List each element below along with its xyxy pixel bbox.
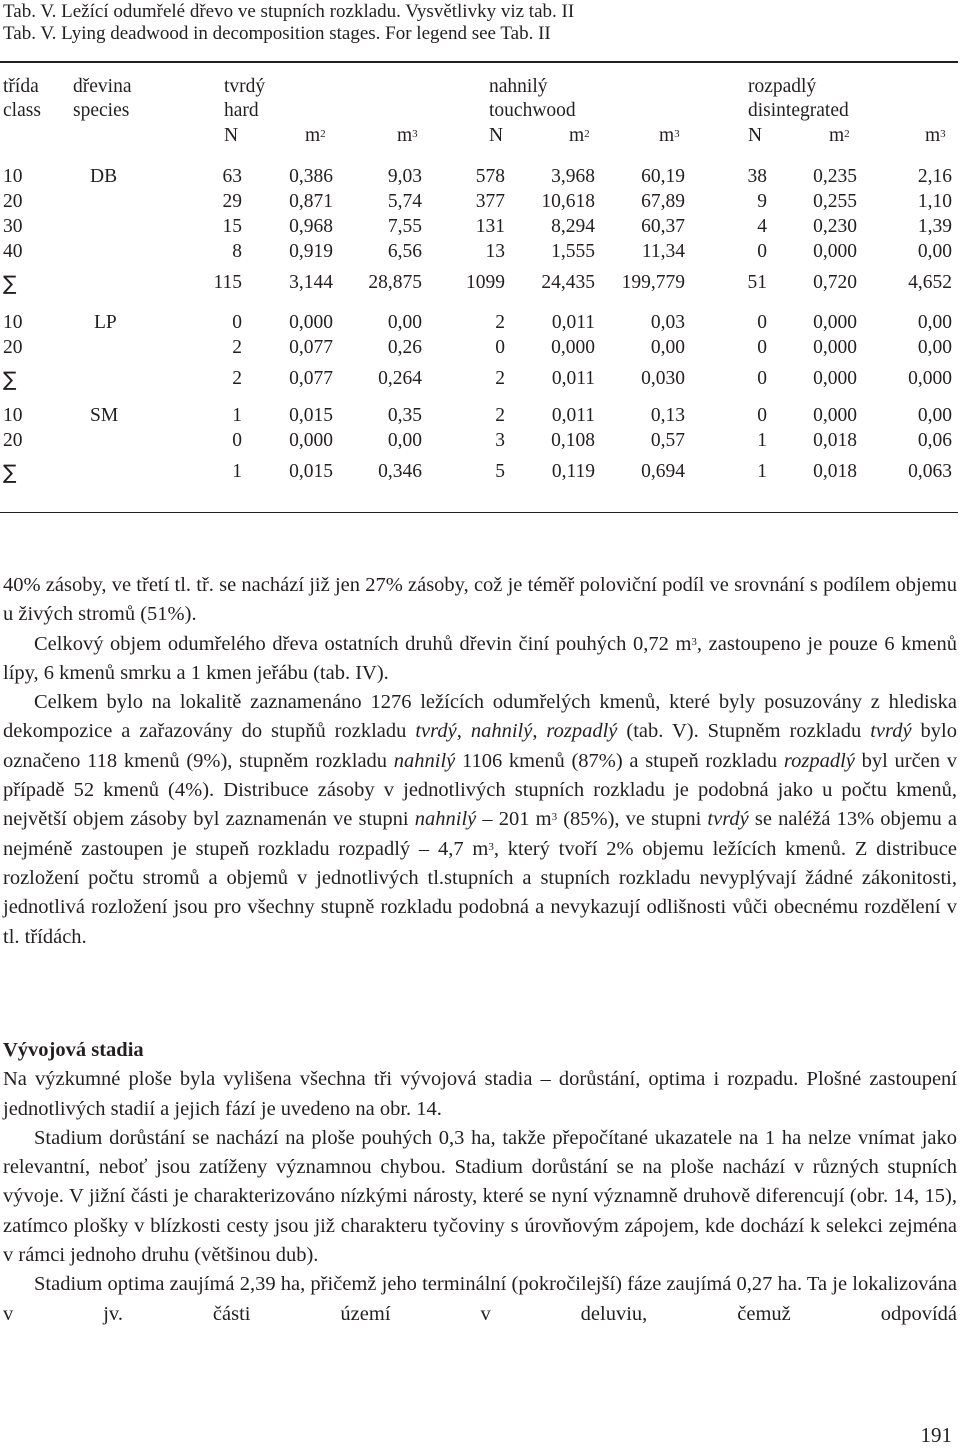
paragraph: Stadium optima zaujímá 2,39 ha, přičemž jeho terminální (pokročilejší) fáze zaujímá 0,27 ha. Ta je lokalizována v jv. části území v deluviu, čemuž odpovídá [3,1273,957,1325]
cell-value: 0,015 [289,405,333,426]
paragraph: Na výzkumné ploše byla vylišena všechna tři vývojová stadia – dorůstání, optima i rozpadu. Plošné zastoupení jednotlivých stadií a jejich fází je uvedeno na obr. 14. [3,1068,957,1120]
header-touchwood-cz: nahnilý [489,76,548,97]
header-n: N [748,125,763,146]
cell-value: 0,00 [917,337,952,358]
cell-value: 5,74 [387,191,422,212]
cell-value: 0,108 [551,430,595,451]
cell-value: 0,00 [917,405,952,426]
cell-class: 10 [3,312,23,333]
cell-value: 0,077 [289,368,333,389]
cell-value: 0 [757,312,767,333]
cell-value: 377 [475,191,505,212]
cell-value: 0 [495,337,505,358]
cell-value: 0,720 [813,272,857,293]
cell-value: 1,555 [551,241,595,262]
cell-value: 11,34 [641,241,685,262]
cell-species: LP [94,312,117,333]
cell-class: 20 [3,191,23,212]
cell-value: 7,55 [387,216,422,237]
cell-value: 0,000 [813,337,857,358]
cell-value: 0,871 [289,191,333,212]
cell-value: 24,435 [541,272,595,293]
cell-value: 578 [475,166,505,187]
cell-value: 0,030 [641,368,685,389]
section-heading: Vývojová stadia [3,1039,144,1061]
header-class-cz: třída [3,76,39,97]
cell-value: 0,968 [289,216,333,237]
cell-value: 51 [747,272,767,293]
cell-value: 1099 [466,272,505,293]
cell-species: SM [90,405,119,426]
header-species-cz: dřevina [73,76,132,97]
header-species-en: species [73,100,130,121]
cell-value: 115 [213,272,242,293]
cell-value: 2 [495,312,505,333]
cell-value: 3 [495,430,505,451]
cell-value: 0,063 [908,461,952,482]
cell-value: 0,235 [813,166,857,187]
cell-value: 0,230 [813,216,857,237]
cell-value: 13 [485,241,505,262]
cell-value: 0,000 [289,430,333,451]
table-top-rule [0,61,958,63]
cell-value: 0,35 [387,405,422,426]
cell-value: 1 [232,405,242,426]
cell-value: 29 [222,191,242,212]
cell-value: 10,618 [541,191,595,212]
cell-value: 28,875 [368,272,422,293]
cell-value: 0,26 [387,337,422,358]
header-n: N [224,125,239,146]
cell-value: 2 [232,337,242,358]
paragraph: Stadium dorůstání se nachází na ploše pouhých 0,3 ha, takže přepočítané ukazatele na 1 ha nelze vnímat jako relevantní, neboť jsou zatíženy významnou chybou. Stadium dorůstání se na ploše nachází v různých stupních vývoje. V jižní části je charakterizováno nízkými nárosty, které se nyní významně druhově diferencují (obr. 14, 15), zatímco plošky v blízkosti cesty jsou již charakteru tyčoviny s úrovňovým zápojem, kde dochází k selekci zejména v rámci jednoho druhu (většinou dub). [3,1126,957,1267]
header-m2: $m^2$ [305,125,326,146]
header-hard-cz: tvrdý [224,76,266,97]
cell-value: 0,000 [813,405,857,426]
header-m3: $m^3$ [925,125,946,146]
cell-value: 0 [757,337,767,358]
body-text-block [3,571,957,952]
cell-value: 0,015 [289,461,333,482]
cell-value: 0,386 [289,166,333,187]
cell-value: 1 [757,461,767,482]
cell-value: 0,000 [813,368,857,389]
cell-value: 0,000 [289,312,333,333]
cell-value: 0,000 [813,312,857,333]
cell-value: 2,16 [917,166,952,187]
sum-symbol: ∑ [3,367,17,391]
header-disintegrated-cz: rozpadlý [748,76,817,97]
header-hard-en: hard [224,100,259,121]
cell-value: 0,077 [289,337,333,358]
header-m2: $m^2$ [569,125,590,146]
cell-value: 63 [222,166,242,187]
cell-value: 5 [495,461,505,482]
cell-value: 0,011 [551,405,595,426]
cell-value: 0,03 [650,312,685,333]
cell-value: 2 [495,405,505,426]
cell-value: 3,144 [289,272,333,293]
cell-value: 0,011 [551,368,595,389]
cell-value: 0,06 [917,430,952,451]
paragraph: 40% zásoby, ve třetí tl. tř. se nachází již jen 27% zásoby, což je téměř poloviční podíl ve srovnání s podílem objemu u živých stromů (51%). [3,574,957,626]
cell-value: 15 [222,216,242,237]
header-m2: $m^2$ [829,125,850,146]
cell-value: 0,00 [917,312,952,333]
cell-value: 0 [232,312,242,333]
header-touchwood-en: touchwood [489,100,576,121]
cell-value: 4,652 [908,272,952,293]
table-caption-czech: Tab. V. Ležící odumřelé dřevo ve stupních rozkladu. Vysvětlivky viz tab. II [3,1,575,22]
cell-value: 0,346 [378,461,422,482]
table-caption-english: Tab. V. Lying deadwood in decomposition stages. For legend see Tab. II [3,23,551,44]
cell-value: 2 [232,368,242,389]
cell-value: 1 [232,461,242,482]
cell-value: 0,13 [650,405,685,426]
sum-symbol: ∑ [3,271,17,295]
cell-value: 1 [757,430,767,451]
header-m3: $m^3$ [659,125,680,146]
cell-value: 1,10 [917,191,952,212]
header-disintegrated-en: disintegrated [748,100,849,121]
cell-value: 0 [757,405,767,426]
cell-value: 60,37 [641,216,685,237]
cell-value: 0 [757,368,767,389]
cell-class: 10 [3,405,23,426]
cell-value: 0,000 [908,368,952,389]
cell-value: 6,56 [387,241,422,262]
cell-class: 30 [3,216,23,237]
cell-value: 9 [757,191,767,212]
cell-value: 0,00 [650,337,685,358]
cell-value: 0 [757,241,767,262]
cell-class: 20 [3,430,23,451]
header-n: N [489,125,504,146]
paragraph: Celkový objem odumřelého dřeva ostatních druhů dřevin činí pouhých 0,72 $m^3$, zastoupeno je pouze 6 kmenů lípy, 6 kmenů smrku a 1 kmen jeřábu (tab. IV). [3,632,957,684]
cell-class: 20 [3,337,23,358]
cell-value: 60,19 [641,166,685,187]
cell-value: 0,694 [641,461,685,482]
cell-value: 0,00 [917,241,952,262]
cell-value: 3,968 [551,166,595,187]
cell-class: 10 [3,166,23,187]
cell-value: 0,018 [813,430,857,451]
cell-value: 0,119 [551,461,595,482]
cell-value: 0,264 [378,368,422,389]
cell-value: 0,919 [289,241,333,262]
cell-value: 0,00 [387,312,422,333]
paragraph: Celkem bylo na lokalitě zaznamenáno 1276 ležících odumřelých kmenů, které byly posuzovány z hlediska dekompozice a zařazovány do stupňů rozkladu tvrdý, nahnilý, rozpadlý (tab. V). Stupněm rozkladu tvrdý bylo označeno 118 kmenů (9%), stupněm rozkladu nahnilý 1106 kmenů (87%) a stupeň rozkladu rozpadlý byl určen v případě 52 kmenů (4%). Distribuce zásoby v jednotlivých stupních rozkladu je podobná jako u počtu kmenů, největší objem zásoby byl zaznamenán ve stupni nahnilý – 201 $m^3$ (85%), ve stupni tvrdý se naléžá 13% objemu a nejméně zastoupen je stupeň rozkladu rozpadlý – 4,7 $m^3$, který tvoří 2% objemu ležících kmenů. Z distribuce rozložení počtu stromů a objemů v jednotlivých tl.stupních a stupních rozkladu nevyplývají žádné zákonitosti, jednotlivá rozložení jsou pro všechny stupně rozkladu podobná a nevykazují odlišnosti vůči obecnému rozdělení v tl. třídách. [3,691,957,948]
cell-value: 8 [232,241,242,262]
cell-value: 67,89 [641,191,685,212]
cell-value: 0,011 [551,312,595,333]
cell-value: 0,000 [813,241,857,262]
cell-value: 0 [232,430,242,451]
cell-value: 0,00 [387,430,422,451]
section-developmental-stages [3,1036,957,1329]
cell-value: 0,57 [650,430,685,451]
cell-value: 4 [757,216,767,237]
sum-symbol: ∑ [3,460,17,484]
cell-value: 199,779 [621,272,685,293]
header-m3: $m^3$ [397,125,418,146]
cell-value: 1,39 [917,216,952,237]
cell-value: 8,294 [551,216,595,237]
cell-value: 131 [475,216,505,237]
header-class-en: class [3,100,41,121]
cell-value: 38 [747,166,767,187]
cell-value: 0,255 [813,191,857,212]
cell-species: DB [90,166,118,187]
cell-class: 40 [3,241,23,262]
page-number: 191 [920,1423,952,1447]
cell-value: 9,03 [387,166,422,187]
cell-value: 2 [495,368,505,389]
cell-value: 0,000 [551,337,595,358]
cell-value: 0,018 [813,461,857,482]
table-bottom-rule [0,512,958,513]
